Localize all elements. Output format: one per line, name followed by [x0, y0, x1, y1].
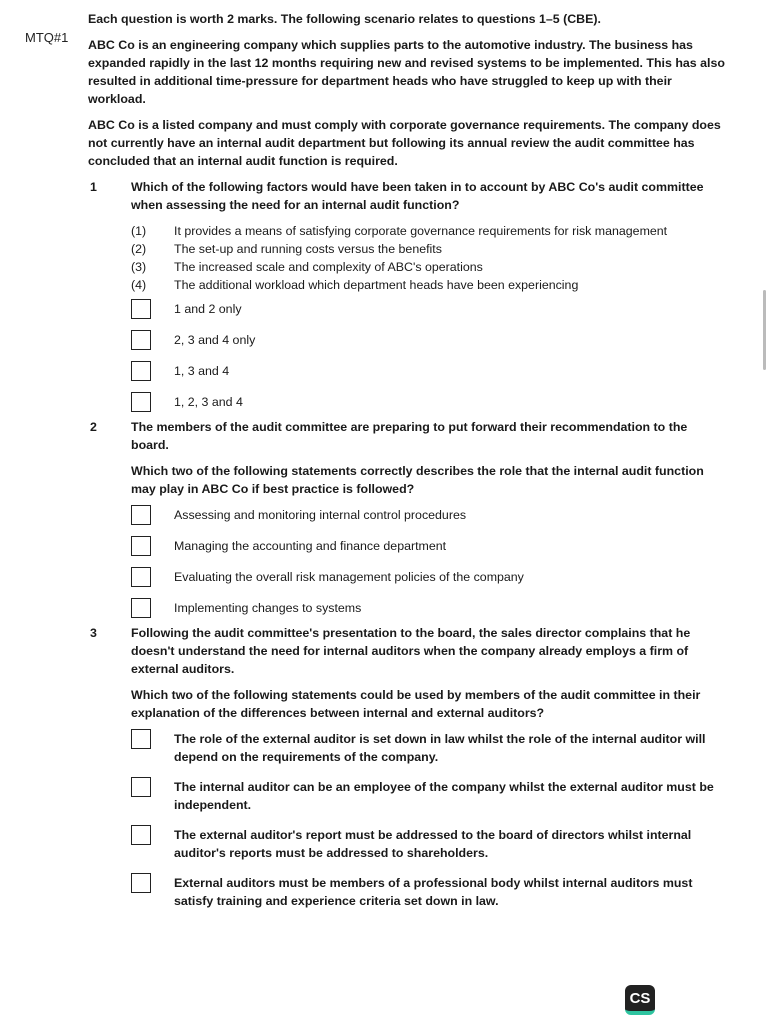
answer-option[interactable] [131, 362, 728, 381]
answer-option[interactable] [131, 300, 728, 319]
question-text: The members of the audit committee are preparing to put forward their recommendation to the board. [131, 420, 688, 452]
question-set-tag: MTQ#1 [25, 30, 69, 45]
statement-item [131, 240, 728, 258]
question-text: Following the audit committee's presentation to the board, the sales director complains that he doesn't understand the need for internal auditors when the company already employs a firm of external auditors. [131, 626, 691, 676]
intro-text: Each question is worth 2 marks. The following scenario relates to questions 1–5 (CBE). [88, 12, 601, 26]
answer-option[interactable] [131, 537, 728, 556]
statement-text: The additional workload which department heads have been experiencing [174, 278, 579, 292]
question-number: 2 [90, 420, 97, 434]
answer-option[interactable] [131, 599, 728, 618]
answer-option[interactable] [131, 506, 728, 525]
statement-item [131, 258, 728, 276]
question-instruction: Which two of the following statements could be used by members of the audit committee in their explanation of the differences between internal and external auditors? [131, 688, 701, 720]
answer-option[interactable] [131, 874, 728, 910]
answer-label: 1, 2, 3 and 4 [174, 395, 243, 409]
statement-text: The increased scale and complexity of ABC's operations [174, 260, 483, 274]
answer-checkbox[interactable] [131, 392, 151, 412]
answer-label: The internal auditor can be an employee of the company whilst the external auditor must be independent. [174, 780, 714, 812]
answer-label: Managing the accounting and finance department [174, 539, 447, 553]
statement-number: (2) [131, 242, 147, 256]
question-number: 1 [90, 180, 97, 194]
answer-label: Implementing changes to systems [174, 601, 362, 615]
answer-checkbox[interactable] [131, 361, 151, 381]
document-page [88, 10, 728, 922]
statement-number: (4) [131, 278, 147, 292]
statement-number: (3) [131, 260, 147, 274]
answer-checkbox[interactable] [131, 598, 151, 618]
answer-label: The external auditor's report must be addressed to the board of directors whilst internal auditor's reports must be addressed to shareholders. [174, 828, 692, 860]
scenario-paragraph: ABC Co is an engineering company which supplies parts to the automotive industry. The business has expanded rapidly in the last 12 months requiring new and revised systems to be implemented. This has also resulted in additional time-pressure for department heads who have struggled to keep up with their workload. [88, 38, 725, 106]
answer-label: External auditors must be members of a professional body whilst internal auditors must satisfy training and experience criteria set down in law. [174, 876, 693, 908]
answer-checkbox[interactable] [131, 536, 151, 556]
question-text: Which of the following factors would have been taken in to account by ABC Co's audit committee when assessing the need for an internal audit function? [131, 180, 704, 212]
answer-label: 1, 3 and 4 [174, 364, 230, 378]
statement-item [131, 276, 728, 294]
answer-label: 1 and 2 only [174, 302, 242, 316]
answer-option[interactable] [131, 730, 728, 766]
answer-checkbox[interactable] [131, 777, 151, 797]
answer-option[interactable] [131, 393, 728, 412]
answer-checkbox[interactable] [131, 567, 151, 587]
camscanner-logo: CS [625, 985, 655, 1015]
question-2 [88, 418, 728, 618]
scenario-paragraph: ABC Co is a listed company and must comply with corporate governance requirements. The company does not currently have an internal audit department but following its annual review the audit committee has concluded that an internal audit function is required. [88, 118, 721, 168]
answer-checkbox[interactable] [131, 873, 151, 893]
answer-checkbox[interactable] [131, 729, 151, 749]
answer-checkbox[interactable] [131, 825, 151, 845]
answer-label: Evaluating the overall risk management policies of the company [174, 570, 524, 584]
answer-option[interactable] [131, 778, 728, 814]
answer-option[interactable] [131, 568, 728, 587]
statement-item [131, 222, 728, 240]
question-number: 3 [90, 626, 97, 640]
answer-label: Assessing and monitoring internal control procedures [174, 508, 467, 522]
answer-option[interactable] [131, 826, 728, 862]
scrollbar[interactable] [763, 290, 766, 370]
statement-text: The set-up and running costs versus the benefits [174, 242, 442, 256]
statement-text: It provides a means of satisfying corporate governance requirements for risk management [174, 224, 668, 238]
question-3 [88, 624, 728, 910]
answer-option[interactable] [131, 331, 728, 350]
statement-number: (1) [131, 224, 147, 238]
answer-label: 2, 3 and 4 only [174, 333, 256, 347]
statement-list [131, 222, 728, 294]
answer-checkbox[interactable] [131, 330, 151, 350]
answer-checkbox[interactable] [131, 505, 151, 525]
answer-label: The role of the external auditor is set down in law whilst the role of the internal auditor will depend on the requirements of the company. [174, 732, 706, 764]
answer-checkbox[interactable] [131, 299, 151, 319]
question-instruction: Which two of the following statements correctly describes the role that the internal audit function may play in ABC Co if best practice is followed? [131, 464, 704, 496]
question-1 [88, 178, 728, 412]
